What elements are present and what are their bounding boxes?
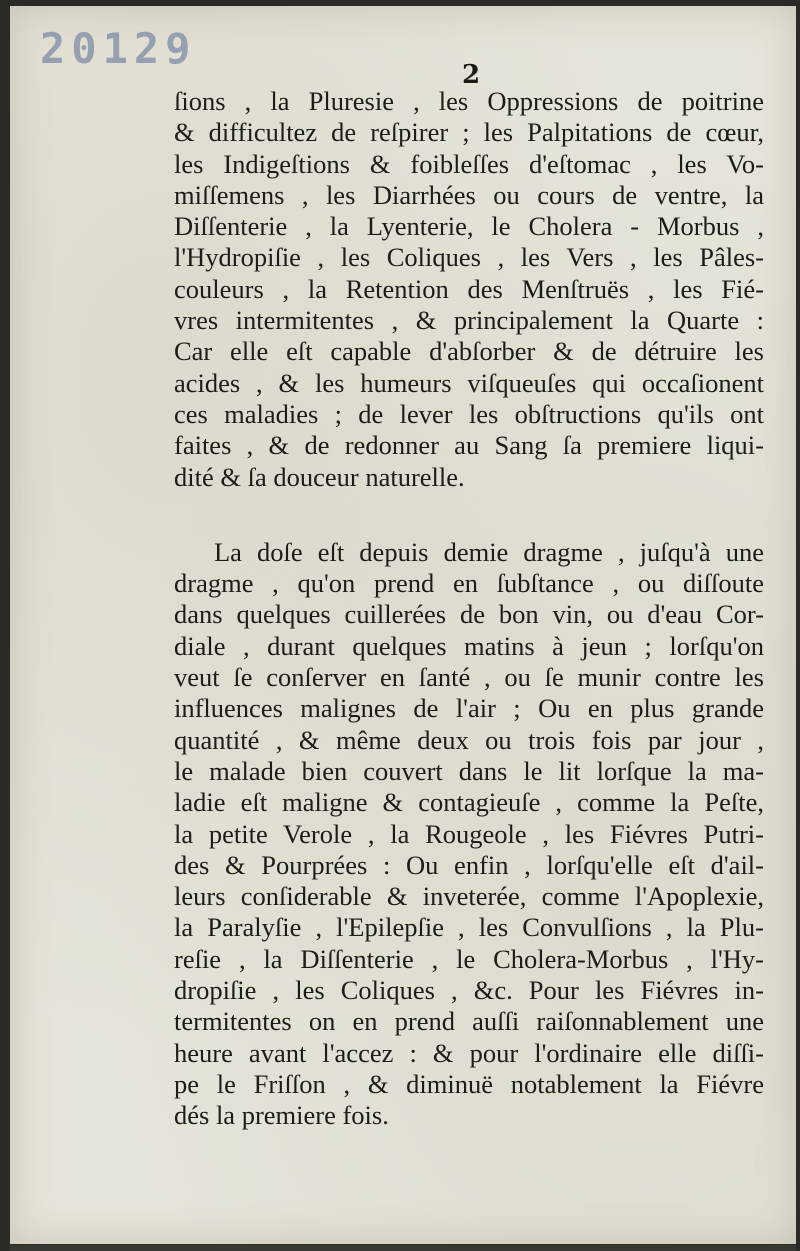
text-line: l'Hydropiſie , les Coliques , les Vers , les Pâles-: [174, 242, 764, 273]
page-number: 2: [462, 60, 481, 90]
text-line: couleurs , la Retention des Menſtruës , les Fié-: [174, 273, 764, 304]
text-line: la petite Verole , la Rougeole , les Fiévres Putri-: [174, 818, 764, 849]
paragraph-gap: [174, 493, 764, 537]
text-line: heure avant l'accez : & pour l'ordinaire elle diſſi-: [174, 1037, 764, 1068]
text-line: vres intermitentes , & principalement la Quarte :: [174, 305, 764, 336]
text-line: diale , durant quelques matins à jeun ; lorſqu'on: [174, 630, 764, 661]
text-line: faites , & de redonner au Sang ſa premiere liqui-: [174, 430, 764, 461]
text-line: veut ſe conſerver en ſanté , ou ſe munir contre les: [174, 662, 764, 693]
paragraph-2: [174, 537, 764, 1132]
text-line: La doſe eſt depuis demie dragme , juſqu'à une: [214, 536, 764, 567]
paragraph-1: [174, 86, 764, 493]
text-line: dropiſie , les Coliques , &c. Pour les Fiévres in-: [174, 975, 764, 1006]
text-line: leurs conſiderable & inveterée, comme l'Apoplexie,: [174, 881, 764, 912]
text-line: dés la premiere fois.: [174, 1100, 389, 1131]
body-text: [174, 86, 764, 1132]
text-line: reſie , la Diſſenterie , le Cholera-Morbus , l'Hy-: [174, 943, 764, 974]
text-line: ſions , la Pluresie , les Oppressions de poitrine: [174, 86, 764, 116]
text-line: ces maladies ; de lever les obſtructions qu'ils ont: [174, 398, 764, 429]
book-page: [10, 6, 796, 1244]
text-line: Diſſenterie , la Lyenterie, le Cholera - Morbus ,: [174, 211, 764, 242]
text-line: termitentes on en prend auſſi raiſonnablement une: [174, 1006, 764, 1037]
text-line: miſſemens , les Diarrhées ou cours de ventre, la: [174, 179, 764, 210]
text-line: pe le Friſſon , & diminuë notablement la Fiévre: [174, 1068, 764, 1099]
text-line: influences malignes de l'air ; Ou en plus grande: [174, 693, 764, 724]
text-line: dité & ſa douceur naturelle.: [174, 461, 465, 492]
library-stamp: 20129: [40, 24, 197, 73]
text-line: quantité , & même deux ou trois fois par jour ,: [174, 724, 764, 755]
text-line: la Paralyſie , l'Epilepſie , les Convulſions , la Plu-: [174, 912, 764, 943]
text-line: des & Pourprées : Ou enfin , lorſqu'elle eſt d'ail-: [174, 849, 764, 880]
text-line: le malade bien couvert dans le lit lorſque la ma-: [174, 755, 764, 786]
page-edge: [10, 1245, 796, 1251]
text-line: acides , & les humeurs viſqueuſes qui occaſionent: [174, 367, 764, 398]
text-line: dragme , qu'on prend en ſubſtance , ou diſſoute: [174, 568, 764, 599]
text-line: les Indigeſtions & foibleſſes d'eſtomac , les Vo-: [174, 148, 764, 179]
text-line: Car elle eſt capable d'abſorber & de détruire les: [174, 336, 764, 367]
text-line: dans quelques cuillerées de bon vin, ou d'eau Cor-: [174, 599, 764, 630]
text-line: & difficultez de reſpirer ; les Palpitations de cœur,: [174, 117, 764, 148]
text-line: ladie eſt maligne & contagieuſe , comme la Peſte,: [174, 787, 764, 818]
